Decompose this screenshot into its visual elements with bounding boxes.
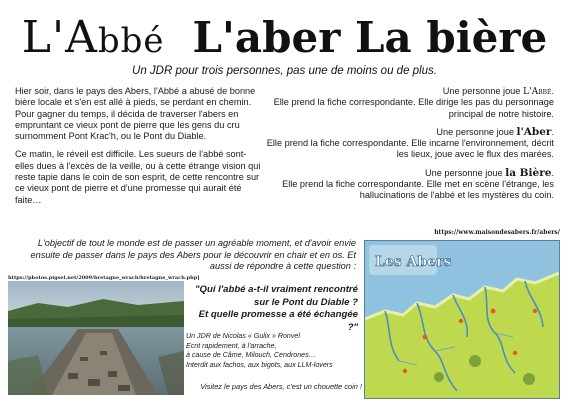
abers-map bbox=[364, 240, 560, 399]
title-aber-la-biere: L'aber La bière bbox=[192, 13, 548, 62]
roles-list bbox=[262, 86, 554, 209]
central-question: "Qui l'abbé a-t-il vraiment rencontré sur le Pont du Diable ? Et quelle promesse a été échangée ?" bbox=[194, 284, 358, 333]
intro-paragraph: Hier soir, dans le pays des Abers, l'Abbé a abusé de bonne bière locale et s'en est allé à pieds, se perdant en chemin. Pour gagner du temps, il décida de traverser l'abers en empruntant ce vieux pont de pierre que les gens du cru surnomment Pont Krac'h, ou le Pont du Diable. bbox=[15, 86, 256, 142]
map-source-link[interactable]: https://www.maisondesabers.fr/abers/ bbox=[434, 229, 560, 236]
credit-line: Ecrit rapidement, à l'arrache, bbox=[186, 341, 277, 350]
role-aber: Une personne joue l'Aber. Elle prend la fiche correspondante. Elle incarne l'environnement, décrit les lieux, joue avec le flux des marées. bbox=[266, 125, 554, 160]
title-abbe: L'Abbé bbox=[21, 12, 165, 63]
credit-line: Un JDR de Nicolas « Gulix » Ronvel bbox=[186, 332, 300, 340]
map-title: Les Abers bbox=[375, 254, 452, 270]
role-abbe: Une personne joue L'Abbé. Elle prend la fiche correspondante. Elle dirige les pas du personnage principal de notre histoire. bbox=[273, 86, 554, 119]
objective-text: L'objectif de tout le monde est de passer un agréable moment, et d'avoir envie ensuite de passer dans le pays des Abers pour le découvrir en chair et en os. Et aussi de répondre à cette question : bbox=[30, 238, 356, 271]
credit-line: Interdit aux fachos, aux bigots, aux LLM-lovers bbox=[186, 360, 333, 369]
photo-source-link[interactable]: https://photos.pigsel.net/2009/bretagne_wrach/bretagne_wrach.php] bbox=[8, 275, 200, 281]
role-description: Elle prend la fiche correspondante. Elle dirige les pas du personnage principal de notre histoire. bbox=[273, 97, 554, 119]
visit-invitation: Visitez le pays des Abers, c'est un chouette coin ! bbox=[200, 382, 362, 391]
subtitle: Un JDR pour trois personnes, pas une de moins ou de plus. bbox=[132, 65, 437, 77]
role-name: l'Aber bbox=[516, 125, 552, 138]
abers-map-illustration bbox=[365, 241, 559, 398]
credit-line: à cause de Câme, Milouch, Cendrones… bbox=[186, 351, 316, 359]
role-description: Elle prend la fiche correspondante. Elle met en scène l'étrange, les hallucinations de l'abbé et les mystères du coin. bbox=[282, 179, 554, 201]
role-description: Elle prend la fiche correspondante. Elle incarne l'environnement, décrit les lieux, joue avec le flux des marées. bbox=[266, 138, 554, 160]
intro-text bbox=[15, 86, 261, 213]
credits bbox=[186, 332, 366, 370]
role-name: L'Abbé bbox=[522, 86, 552, 97]
role-name: la Bière bbox=[505, 166, 552, 179]
bridge-photo-illustration bbox=[8, 281, 184, 395]
page-title bbox=[0, 12, 569, 68]
intro-paragraph: Ce matin, le réveil est difficile. Les sueurs de l'abbé sont-elles dues à l'excès de la veille, ou à cette étrange vision qui reste tapie dans le coin de son esprit, de cette rencontre sur ce vieux pont de pierre et d'une promesse qui aurait été faite… bbox=[15, 149, 261, 205]
pont-du-diable-photo bbox=[8, 281, 184, 395]
role-biere: Une personne joue la Bière. Elle prend la fiche correspondante. Elle met en scène l'étrange, les hallucinations de l'abbé et les mystères du coin. bbox=[282, 166, 554, 201]
